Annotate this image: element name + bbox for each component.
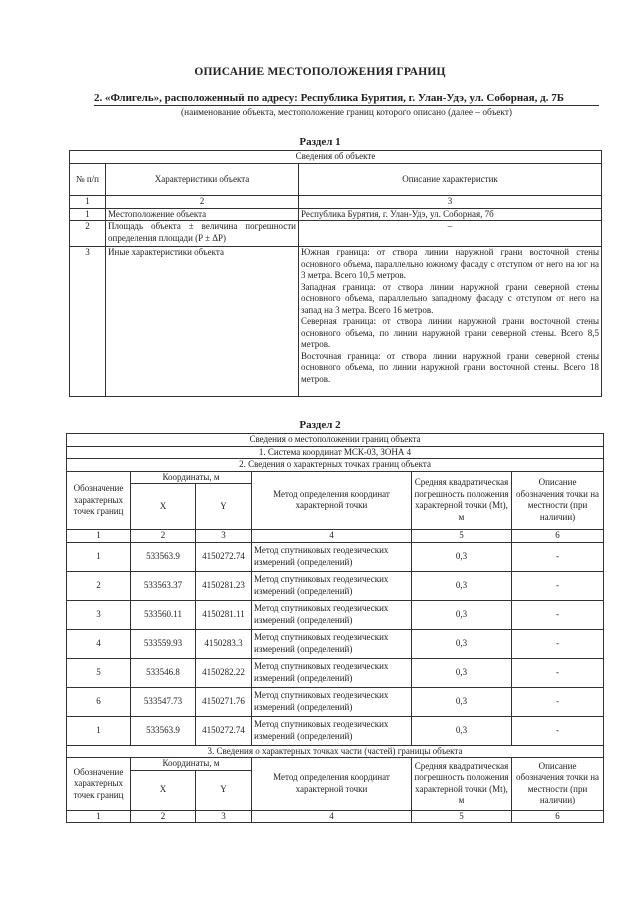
boundary-points-table — [66, 433, 604, 823]
row-description: – — [299, 221, 602, 247]
coord-x: 533559.93 — [131, 629, 196, 658]
col-index: 1 — [70, 196, 106, 209]
accuracy: 0,3 — [412, 542, 512, 571]
west-boundary-text: Западная граница: от створа линии наружной грани северной стены основного объема, параллельно западному фасаду с отступом от него на запад на 3 метра. Всего 16 метров. — [301, 281, 600, 315]
table-row — [70, 247, 602, 397]
parts-col-header-method: Метод определения координат характерной точки — [252, 758, 412, 811]
col-header-point: Обозначение характерных точек границ — [67, 471, 131, 530]
col-header-coords: Координаты, м — [131, 471, 252, 484]
accuracy: 0,3 — [412, 658, 512, 687]
coord-x: 533563.9 — [131, 542, 196, 571]
col-index: 5 — [412, 810, 512, 823]
point-id: 1 — [67, 716, 131, 745]
coord-y: 4150272.74 — [196, 716, 252, 745]
col-index: 3 — [196, 810, 252, 823]
col-index: 3 — [196, 530, 252, 543]
method: Метод спутниковых геодезических измерений (определений) — [252, 542, 412, 571]
points-title: 2. Сведения о характерных точках границ объекта — [67, 459, 604, 472]
col-index: 2 — [131, 810, 196, 823]
coord-y: 4150283.3 — [196, 629, 252, 658]
col-header-method: Метод определения координат характерной точки — [252, 471, 412, 530]
accuracy: 0,3 — [412, 600, 512, 629]
parts-col-header-coords: Координаты, м — [131, 758, 252, 771]
object-info-title: Сведения об объекте — [70, 151, 602, 164]
parts-col-header-point: Обозначение характерных точек границ — [67, 758, 131, 811]
document-title: ОПИСАНИЕ МЕСТОПОЛОЖЕНИЯ ГРАНИЦ — [194, 66, 446, 78]
col-header-accuracy: Средняя квадратическая погрешность положения характерной точки (Mt), м — [412, 471, 512, 530]
object-caption: (наименование объекта, местоположение границ которого описано (далее – объект) — [181, 108, 512, 118]
coord-y: 4150281.23 — [196, 571, 252, 600]
row-description-boundaries — [299, 247, 602, 397]
table-row — [67, 658, 604, 687]
east-boundary-text: Восточная граница: от створа линии наружной грани северной стены основного объема, по линии наружной грани восточной стены. Всего 18 метров. — [301, 350, 600, 384]
coord-x: 533547.73 — [131, 687, 196, 716]
point-id: 3 — [67, 600, 131, 629]
coord-x: 533560.11 — [131, 600, 196, 629]
table-row — [70, 208, 602, 221]
row-characteristic: Площадь объекта ± величина погрешности определения площади (P ± ΔP) — [106, 221, 299, 247]
col-index: 2 — [106, 196, 299, 209]
object-name-line: 2. «Флигель», расположенный по адресу: Республика Бурятия, г. Улан-Удэ, ул. Соборная, д. 7Б — [94, 92, 599, 106]
coord-y: 4150272.74 — [196, 542, 252, 571]
parts-col-header-x: X — [131, 770, 196, 810]
col-header-y: Y — [196, 484, 252, 530]
coord-x: 533563.9 — [131, 716, 196, 745]
table-row — [67, 629, 604, 658]
method: Метод спутниковых геодезических измерений (определений) — [252, 600, 412, 629]
row-characteristic: Местоположение объекта — [106, 208, 299, 221]
point-description: - — [512, 542, 604, 571]
accuracy: 0,3 — [412, 571, 512, 600]
point-id: 6 — [67, 687, 131, 716]
coord-x: 533546.8 — [131, 658, 196, 687]
coord-x: 533563.37 — [131, 571, 196, 600]
point-description: - — [512, 658, 604, 687]
method: Метод спутниковых геодезических измерений (определений) — [252, 629, 412, 658]
table-row — [67, 571, 604, 600]
table-row — [70, 221, 602, 247]
object-info-table — [69, 150, 602, 397]
col-index: 3 — [299, 196, 602, 209]
col-index: 4 — [252, 810, 412, 823]
coord-y: 4150282.22 — [196, 658, 252, 687]
table-row — [67, 687, 604, 716]
coord-y: 4150271.76 — [196, 687, 252, 716]
parts-col-header-point-desc: Описание обозначения точки на местности (при наличии) — [512, 758, 604, 811]
row-description: Республика Бурятия, г. Улан-Удэ, ул. Соборная, 7б — [299, 208, 602, 221]
col-header-point-desc: Описание обозначения точки на местности (при наличии) — [512, 471, 604, 530]
row-number: 3 — [70, 247, 106, 397]
method: Метод спутниковых геодезических измерений (определений) — [252, 716, 412, 745]
point-description: - — [512, 629, 604, 658]
coord-y: 4150281.11 — [196, 600, 252, 629]
col-header-x: X — [131, 484, 196, 530]
col-header-num: № п/п — [70, 164, 106, 196]
parts-title: 3. Сведения о характерных точках части (частей) границы объекта — [67, 745, 604, 758]
row-characteristic: Иные характеристики объекта — [106, 247, 299, 397]
col-index: 4 — [252, 530, 412, 543]
north-boundary-text: Северная граница: от створа линии наружной грани восточной стены основного объема, по линии наружной грани северной стены. Всего 8,5 метров. — [301, 316, 600, 349]
parts-col-header-accuracy: Средняя квадратическая погрешность положения характерной точки (Mt), м — [412, 758, 512, 811]
south-boundary-text: Южная граница: от створа линии наружной грани восточной стены основного объема, параллельно южному фасаду с отступом от него на юг на 3 метра. Всего 10,5 метров. — [301, 247, 600, 280]
point-description: - — [512, 600, 604, 629]
parts-col-header-y: Y — [196, 770, 252, 810]
col-index: 6 — [512, 810, 604, 823]
accuracy: 0,3 — [412, 629, 512, 658]
row-number: 2 — [70, 221, 106, 247]
method: Метод спутниковых геодезических измерений (определений) — [252, 687, 412, 716]
accuracy: 0,3 — [412, 716, 512, 745]
point-id: 4 — [67, 629, 131, 658]
section1-heading: Раздел 1 — [299, 136, 341, 148]
point-id: 2 — [67, 571, 131, 600]
point-id: 1 — [67, 542, 131, 571]
coordinate-system: 1. Система координат МСК-03, ЗОНА 4 — [67, 446, 604, 459]
section2-heading: Раздел 2 — [299, 419, 341, 431]
point-description: - — [512, 716, 604, 745]
col-header-description: Описание характеристик — [299, 164, 602, 196]
table-row — [67, 716, 604, 745]
col-index: 1 — [67, 810, 131, 823]
table-row — [67, 542, 604, 571]
col-index: 1 — [67, 530, 131, 543]
method: Метод спутниковых геодезических измерений (определений) — [252, 658, 412, 687]
method: Метод спутниковых геодезических измерений (определений) — [252, 571, 412, 600]
point-id: 5 — [67, 658, 131, 687]
points-body — [67, 542, 604, 745]
location-title: Сведения о местоположении границ объекта — [67, 434, 604, 447]
col-index: 5 — [412, 530, 512, 543]
col-header-characteristics: Характеристики объекта — [106, 164, 299, 196]
accuracy: 0,3 — [412, 687, 512, 716]
col-index: 6 — [512, 530, 604, 543]
point-description: - — [512, 571, 604, 600]
table-row — [67, 600, 604, 629]
point-description: - — [512, 687, 604, 716]
col-index: 2 — [131, 530, 196, 543]
row-number: 1 — [70, 208, 106, 221]
